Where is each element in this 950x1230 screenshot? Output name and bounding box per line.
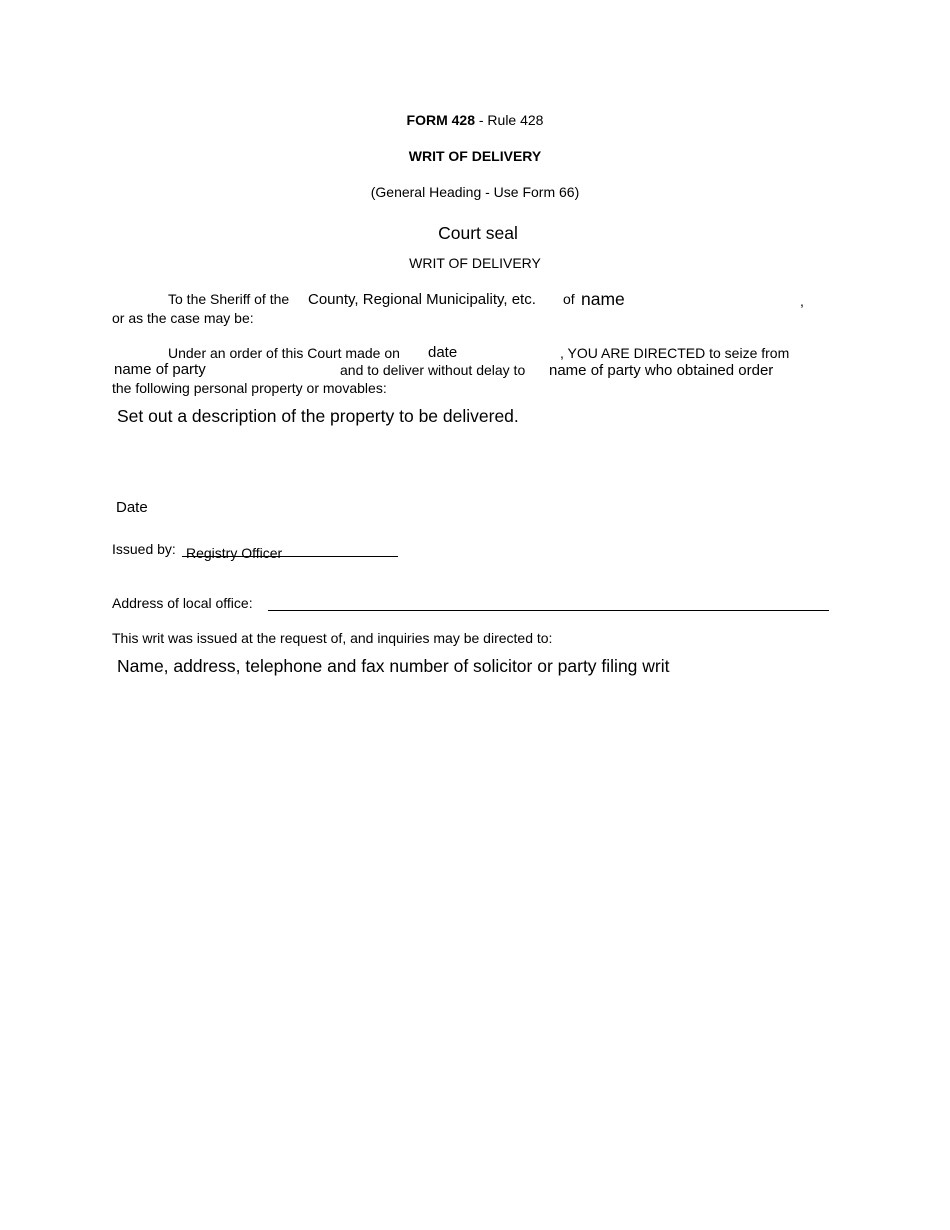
county-field[interactable]: County, Regional Municipality, etc.	[308, 291, 536, 308]
order-prefix: Under an order of this Court made on	[168, 345, 400, 361]
address-label: Address of local office:	[112, 595, 253, 611]
sheriff-name-field[interactable]: name	[581, 289, 625, 309]
obtaining-party-field[interactable]: name of party who obtained order	[549, 362, 774, 379]
court-seal-placeholder: Court seal	[438, 223, 518, 243]
case-may-be-text: or as the case may be:	[112, 310, 254, 326]
request-text: This writ was issued at the request of, and inquiries may be directed to:	[112, 630, 553, 646]
registry-officer-field[interactable]: Registry Officer	[186, 545, 283, 561]
form-title: WRIT OF DELIVERY	[408, 148, 542, 164]
rule-reference: - Rule 428	[474, 112, 544, 128]
address-line[interactable]	[268, 610, 829, 611]
property-intro-text: the following personal property or movables:	[112, 380, 387, 396]
comma-text: ,	[800, 293, 804, 309]
form-number: FORM 428	[406, 112, 475, 128]
property-description-field[interactable]: Set out a description of the property to be delivered.	[117, 406, 519, 426]
general-heading-note: (General Heading - Use Form 66)	[370, 184, 580, 200]
document-subtitle: WRIT OF DELIVERY	[409, 255, 541, 271]
of-text: of	[563, 291, 575, 307]
form-heading	[0, 113, 950, 127]
order-date-field[interactable]: date	[428, 344, 458, 361]
party-name-field[interactable]: name of party	[114, 361, 206, 378]
solicitor-details-field[interactable]: Name, address, telephone and fax number of solicitor or party filing writ	[117, 656, 670, 676]
deliver-text: and to deliver without delay to	[340, 362, 526, 378]
issued-by-line	[182, 556, 398, 557]
sheriff-prefix: To the Sheriff of the	[168, 291, 290, 307]
date-field[interactable]: Date	[116, 499, 148, 516]
directed-text: , YOU ARE DIRECTED to seize from	[560, 345, 790, 361]
issued-by-label: Issued by:	[112, 541, 176, 557]
